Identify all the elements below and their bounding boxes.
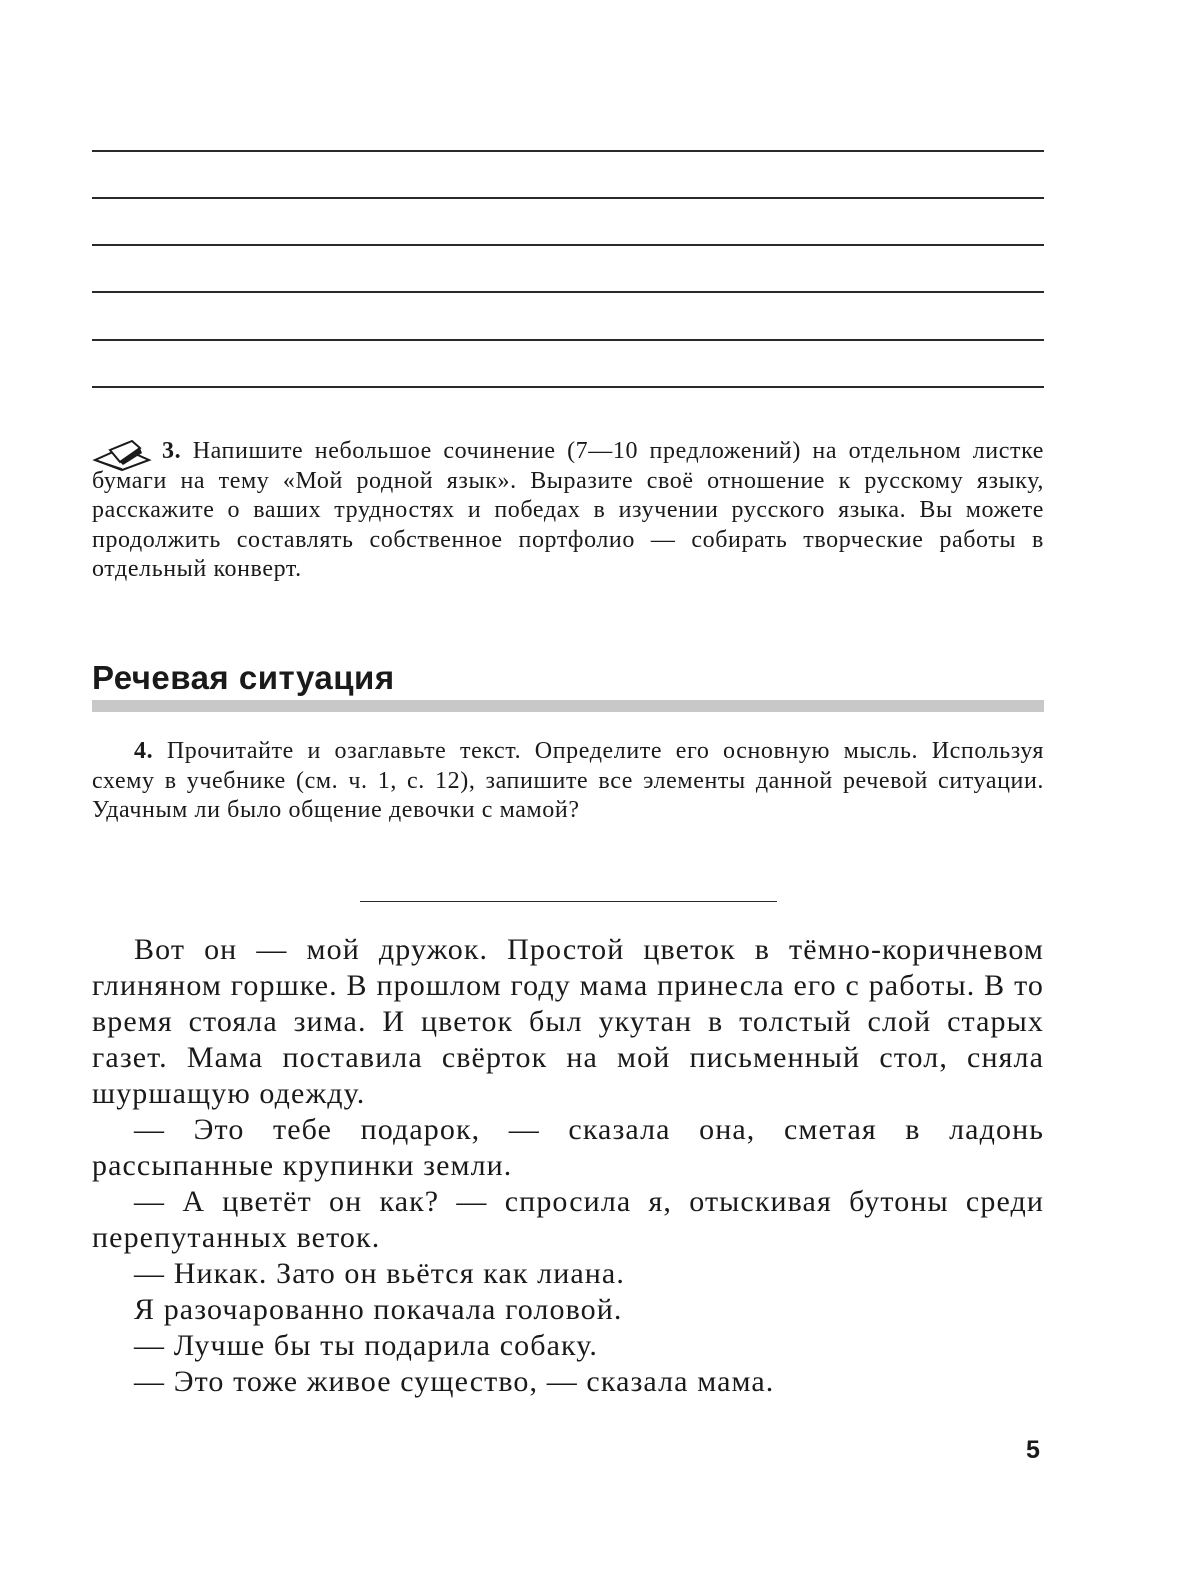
writing-line-5[interactable] — [92, 339, 1044, 341]
writing-line-3[interactable] — [92, 244, 1044, 246]
writing-line-1[interactable] — [92, 150, 1044, 152]
story-paragraph: — Лучше бы ты подарила собаку. — [134, 1329, 598, 1362]
story-paragraph: — А цветёт он как? — спросила я, отыскивая бутоны среди перепутанных веток. — [92, 1185, 1044, 1254]
story-paragraph: — Это тоже живое существо, — сказала мама. — [134, 1365, 775, 1398]
heading-underline-bar — [92, 700, 1044, 712]
exercise-3-number: 3. — [162, 438, 182, 464]
story-paragraph: — Никак. Зато он вьётся как лиана. — [134, 1257, 625, 1290]
exercise-4 — [92, 737, 1044, 826]
exercise-3-text: Напишите небольшое сочинение (7—10 предложений) на отдельном листке бумаги на тему «Мой родной язык». Выразите своё отношение к русскому языку, расскажите о ваших трудностях и победах в изучении русского языка. Вы можете продолжить составлять собственное портфолио — собирать творческие работы в отдельный конверт. — [92, 438, 1044, 582]
exercise-3 — [92, 437, 1044, 585]
story-text — [92, 932, 1044, 1400]
writing-line-4[interactable] — [92, 291, 1044, 293]
story-paragraph: Я разочарованно покачала головой. — [134, 1293, 623, 1326]
section-heading: Речевая ситуация — [92, 659, 395, 696]
story-title-line[interactable] — [360, 901, 777, 902]
writing-line-2[interactable] — [92, 197, 1044, 199]
exercise-4-text: Прочитайте и озаглавьте текст. Определите его основную мысль. Используя схему в учебнике (см. ч. 1, с. 12), запишите все элементы данной речевой ситуации. Удачным ли было общение девочки с мамой? — [92, 738, 1044, 823]
writing-line-6[interactable] — [92, 386, 1044, 388]
exercise-4-number: 4. — [134, 738, 154, 764]
story-paragraph: — Это тебе подарок, — сказала она, сметая в ладонь рассыпанные крупинки земли. — [92, 1113, 1044, 1182]
story-paragraph: Вот он — мой дружок. Простой цветок в тёмно-коричневом глиняном горшке. В прошлом году мама принесла его с работы. В то время стояла зима. И цветок был укутан в толстый слой старых газет. Мама поставила свёрток на мой письменный стол, сняла шуршащую одежду. — [92, 933, 1044, 1110]
page-number: 5 — [1026, 1436, 1040, 1464]
